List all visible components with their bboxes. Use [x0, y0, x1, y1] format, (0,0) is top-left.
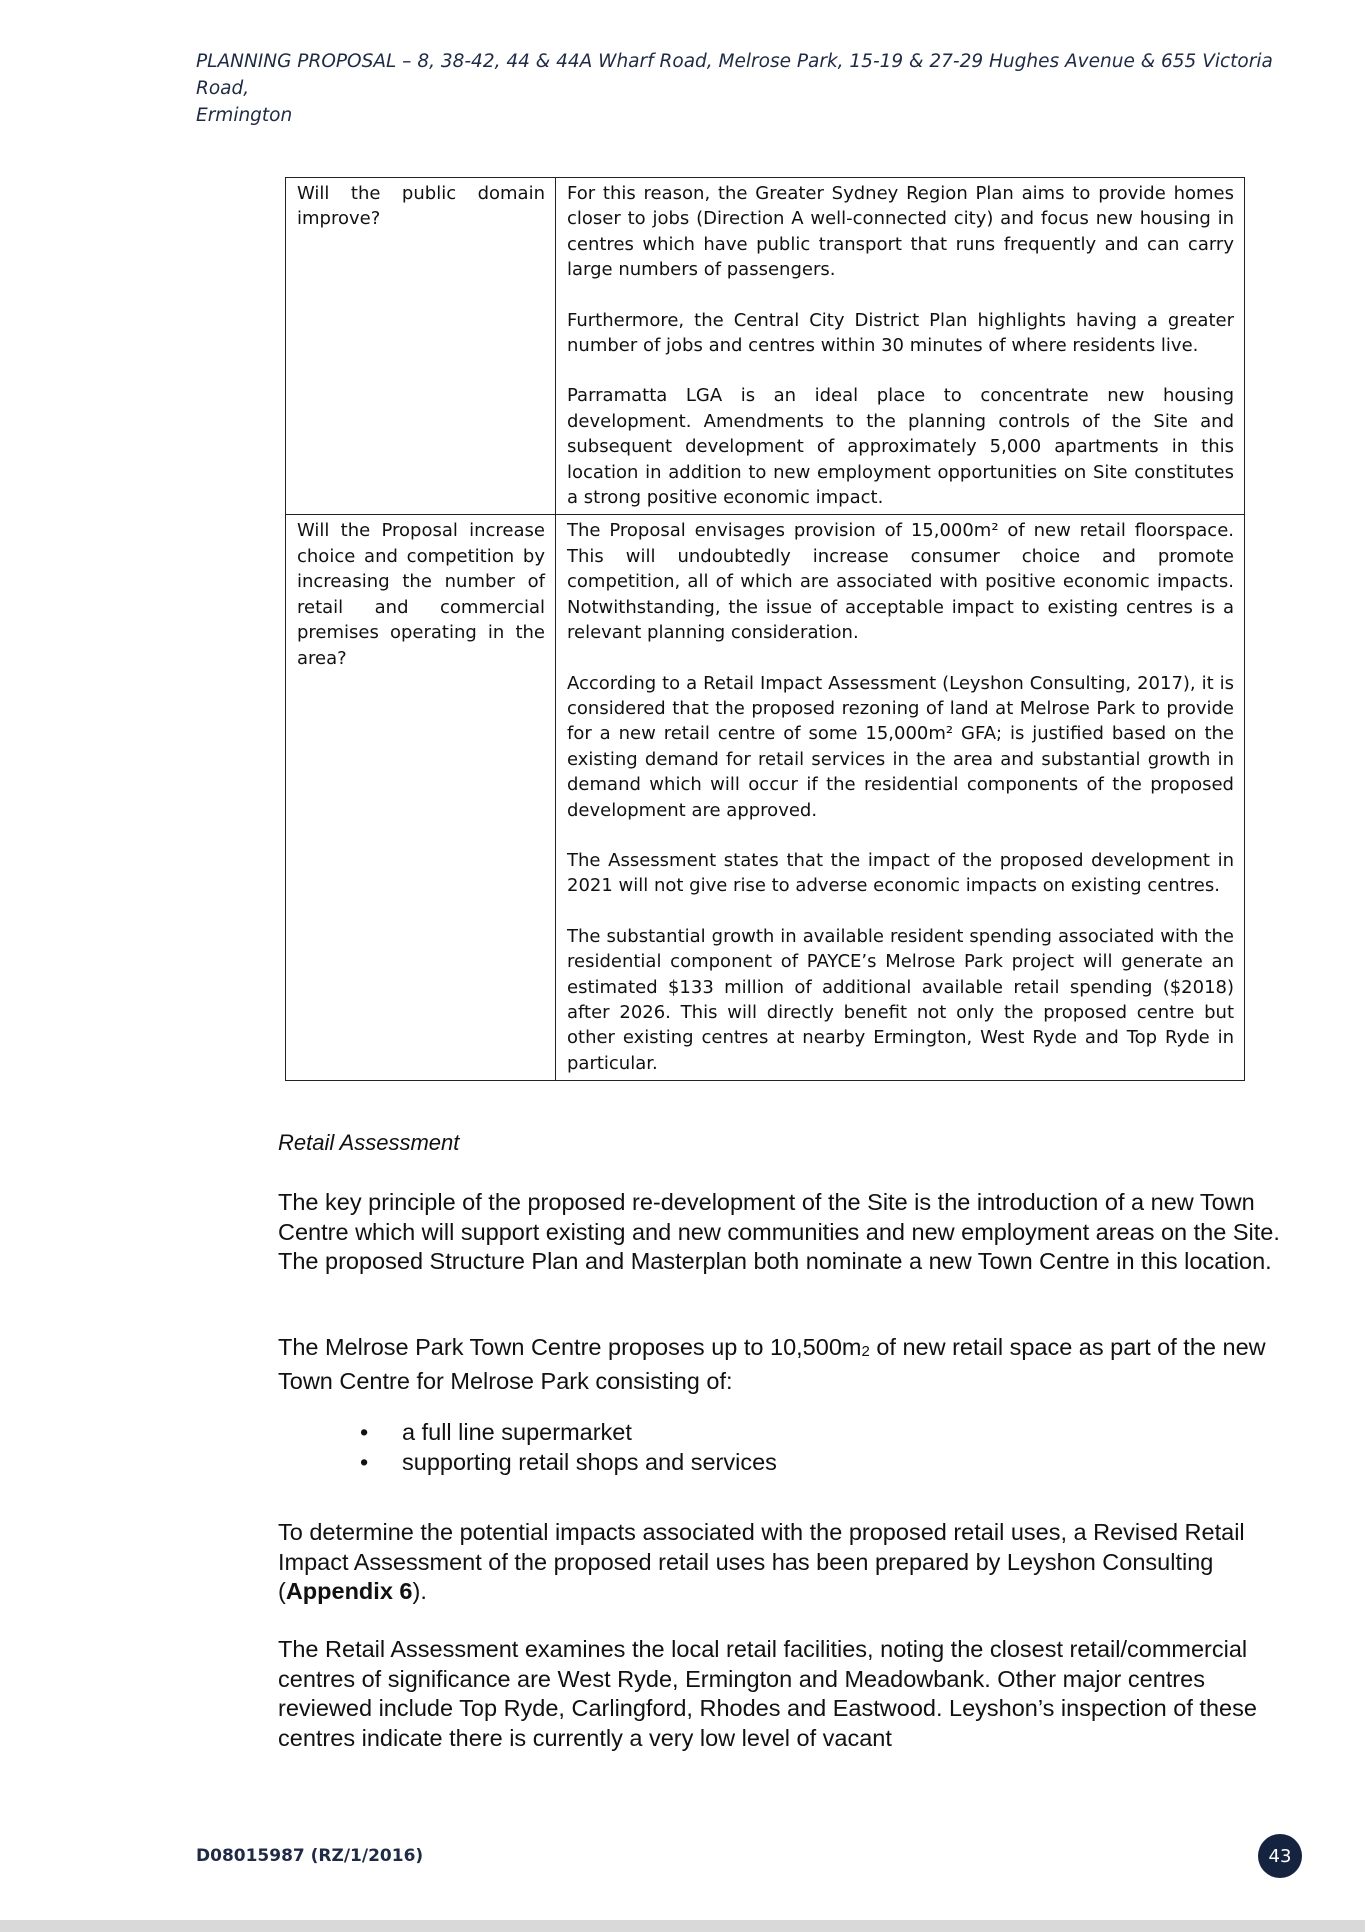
page-header	[196, 48, 1296, 129]
page-number-badge: 43	[1258, 1834, 1302, 1878]
bullet-list	[360, 1418, 777, 1477]
table-question-cell: Will the Proposal increase choice and competition by increasing the number of retail and commercial premises operating in the area?	[286, 515, 556, 1081]
body-paragraph-4	[278, 1635, 1298, 1753]
paragraph-text: The key principle of the proposed re-development of the Site is the introduction of a new Town Centre which will support existing and new communities and new employment areas on the Site. The proposed Structure Plan and Masterplan both nominate a new Town Centre in this location.	[278, 1189, 1280, 1274]
answer-paragraph: For this reason, the Greater Sydney Region Plan aims to provide homes closer to jobs (Direction A well-connected city) and focus new housing in centres which have public transport that runs frequently and can carry large numbers of passengers.	[567, 183, 1234, 281]
answer-paragraph: Parramatta LGA is an ideal place to concentrate new housing development. Amendments to the planning controls of the Site and subsequent development of approximately 5,000 apartments in this location in addition to new employment opportunities on Site constitutes a strong positive economic impact.	[567, 385, 1234, 509]
paragraph-text	[278, 1333, 1298, 1396]
paragraph-text-part: The Melrose Park Town Centre proposes up to 10,500m	[278, 1334, 862, 1360]
section-heading: Retail Assessment	[278, 1130, 460, 1155]
paragraph-text: The Retail Assessment examines the local retail facilities, noting the closest retail/commercial centres of significance are West Ryde, Ermington and Meadowbank. Other major centres reviewed include Top Ryde, Carlingford, Rhodes and Eastwood. Leyshon’s inspection of these centres indicate there is currently a very low level of vacant	[278, 1636, 1257, 1751]
table-answer-cell	[556, 515, 1245, 1081]
table-row	[286, 178, 1245, 515]
answer-paragraph: According to a Retail Impact Assessment (Leyshon Consulting, 2017), it is considered that the proposed rezoning of land at Melrose Park to provide for a new retail centre of some 15,000m² GFA; is justified based on the existing demand for retail services in the area and substantial growth in demand which will occur if the residential components of the proposed development are approved.	[567, 672, 1234, 821]
paragraph-text-part: ).	[412, 1578, 427, 1604]
table-question-cell: Will the public domain improve?	[286, 178, 556, 515]
table-row	[286, 515, 1245, 1081]
header-title-line1: PLANNING PROPOSAL – 8, 38-42, 44 & 44A Wharf Road, Melrose Park, 15-19 & 27-29 Hughes Avenue & 655 Victoria Road,	[196, 51, 1273, 99]
header-title-line2: Ermington	[196, 105, 293, 126]
subscript-2: 2	[861, 1343, 870, 1360]
document-code: D08015987 (RZ/1/2016)	[196, 1846, 424, 1866]
economic-impact-table	[285, 177, 1245, 1081]
body-paragraph-2	[278, 1333, 1298, 1396]
answer-paragraph: The substantial growth in available resident spending associated with the residential component of PAYCE’s Melrose Park project will generate an estimated $133 million of additional available retail spending ($2018) after 2026. This will directly benefit not only the proposed centre but other existing centres at nearby Ermington, West Ryde and Top Ryde in particular.	[567, 925, 1234, 1074]
list-item: • a full line supermarket	[360, 1418, 777, 1448]
paragraph-text	[278, 1518, 1298, 1607]
list-item: • supporting retail shops and services	[360, 1448, 777, 1478]
paragraph-text-part: To determine the potential impacts associated with the proposed retail uses, a Revised Retail Impact Assessment of the proposed retail uses has been prepared by Leyshon Consulting (	[278, 1519, 1245, 1604]
appendix-reference: Appendix 6	[285, 1578, 413, 1604]
table-answer-cell	[556, 178, 1245, 515]
answer-paragraph: The Proposal envisages provision of 15,000m² of new retail floorspace. This will undoubtedly increase consumer choice and promote competition, all of which are associated with positive economic impacts. Notwithstanding, the issue of acceptable impact to existing centres is a relevant planning consideration.	[567, 520, 1234, 644]
paragraph-text-part: of new retail space as part of the new Town Centre for Melrose Park consisting of:	[278, 1334, 1266, 1394]
answer-paragraph: The Assessment states that the impact of the proposed development in 2021 will not give rise to adverse economic impacts on existing centres.	[567, 849, 1234, 897]
page-bottom-edge	[0, 1920, 1365, 1932]
body-paragraph-1	[278, 1188, 1298, 1277]
body-paragraph-3	[278, 1518, 1298, 1607]
answer-paragraph: Furthermore, the Central City District Plan highlights having a greater number of jobs and centres within 30 minutes of where residents live.	[567, 309, 1234, 357]
